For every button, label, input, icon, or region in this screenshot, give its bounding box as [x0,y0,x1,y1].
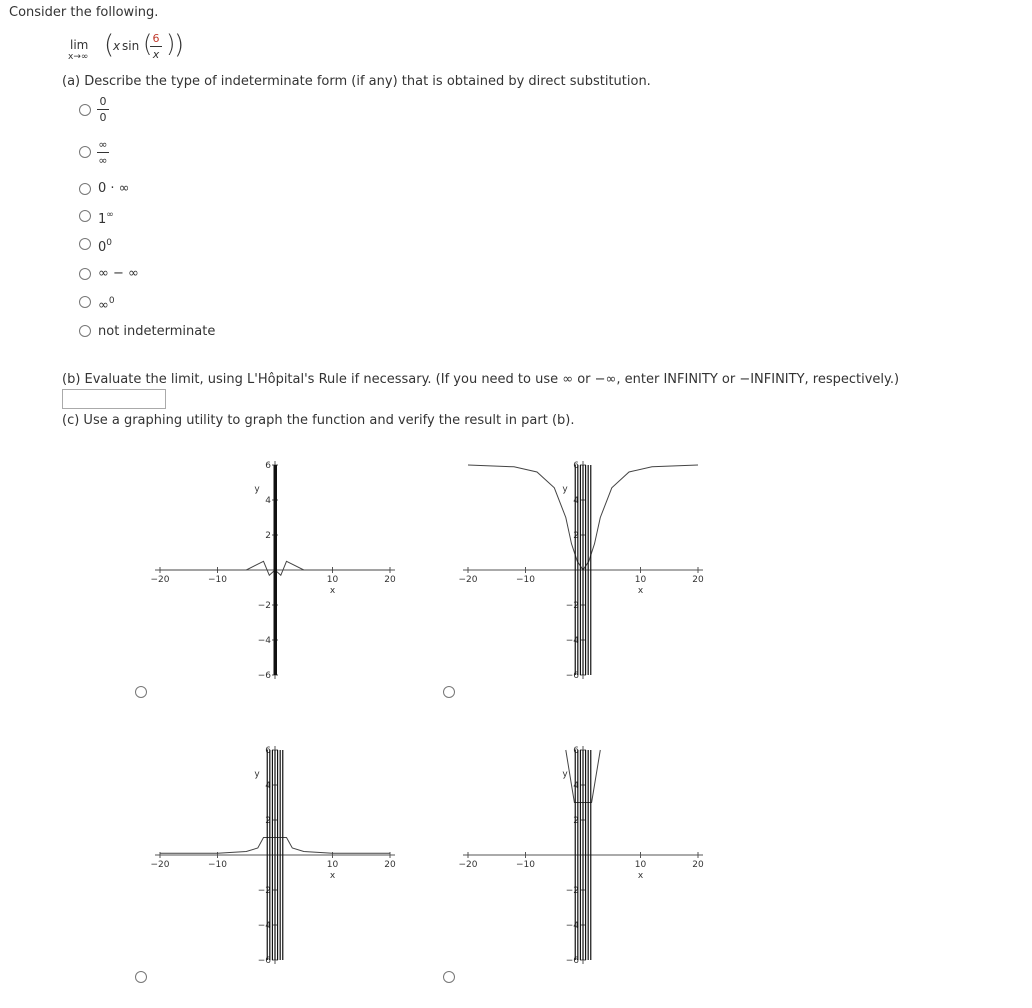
x-tick-label: 10 [634,860,647,870]
y-tick-label: −4 [565,636,579,646]
part-b-question: (b) Evaluate the limit, using L'Hôpital's Rule if necessary. (If you need to use ∞ or −∞, enter INFINITY or −INFINITY, respectively.) [62,372,900,387]
part-a-question: (a) Describe the type of indeterminate form (if any) that is obtained by direct substitution. [62,74,651,89]
y-tick-label: 6 [573,461,579,471]
inner-left-paren: ( [143,30,153,58]
x-tick-label: 10 [634,575,647,585]
y-tick-label: 4 [573,781,579,791]
graph-option-4 [448,740,718,970]
y-axis-label: y [254,769,260,780]
graph-radio-3[interactable] [135,971,147,983]
graph-radio-4[interactable] [443,971,455,983]
y-axis-label: y [562,484,568,495]
option-not-indeterminate[interactable] [79,325,91,337]
y-tick-label: 6 [265,746,271,756]
option-inf-pow-0[interactable] [79,296,91,308]
x-tick-label: −10 [208,860,227,870]
y-tick-label: 6 [573,746,579,756]
y-tick-label: 2 [573,531,579,541]
x-tick-label: −10 [516,860,535,870]
option-0-times-inf-label: 0 · ∞ [98,181,130,196]
x-tick-label: −20 [150,575,170,585]
y-tick-label: −4 [565,921,579,931]
graph-radio-1[interactable] [135,686,147,698]
x-tick-label: 10 [326,575,339,585]
y-tick-label: 4 [265,496,271,506]
x-tick-label: −20 [458,860,478,870]
exponent: 0 [106,238,113,248]
exponent: 0 [108,296,115,306]
x-axis-label: x [637,871,644,881]
option-0-over-0-label [97,96,109,123]
graph-radio-2[interactable] [443,686,455,698]
frac-den: 0 [99,111,107,124]
y-tick-label: −2 [257,886,271,896]
frac-num: 0 [99,95,107,108]
y-tick-label: 2 [265,816,271,826]
base: 1 [98,212,107,227]
option-0-pow-0-label [98,238,112,255]
y-tick-label: 4 [265,781,271,791]
fraction-denominator: x [152,48,160,61]
x-tick-label: 20 [384,575,396,585]
y-tick-label: 6 [265,461,271,471]
left-paren: ( [104,30,115,60]
option-inf-over-inf-label [97,139,109,166]
x-tick-label: 20 [384,860,396,870]
y-tick-label: −6 [565,671,579,681]
y-axis-label: y [254,484,260,495]
y-tick-label: 4 [573,496,579,506]
option-1-pow-inf-label [98,210,114,227]
y-tick-label: −6 [257,956,271,966]
y-tick-label: 2 [573,816,579,826]
y-tick-label: −2 [565,886,579,896]
y-tick-label: −2 [257,601,271,611]
option-inf-over-inf[interactable] [79,146,91,158]
y-tick-label: −4 [257,921,271,931]
graph-option-3 [140,740,410,970]
part-c-question: (c) Use a graphing utility to graph the function and verify the result in part (b). [62,413,575,428]
x-tick-label: −10 [208,575,227,585]
frac-den: ∞ [98,154,108,167]
y-tick-label: −4 [257,636,271,646]
intro-text: Consider the following. [9,5,159,20]
y-tick-label: −6 [257,671,271,681]
lim-subscript: x→∞ [68,52,89,62]
sin-label: sin [122,39,140,53]
x-tick-label: −10 [516,575,535,585]
frac-num: ∞ [98,138,108,151]
oscillation-band [274,465,278,675]
option-0-over-0[interactable] [79,104,91,116]
option-0-pow-0[interactable] [79,238,91,250]
option-1-pow-inf[interactable] [79,210,91,222]
lim-label: lim [70,38,89,52]
graph-option-2 [448,455,718,685]
right-paren: ) [174,30,185,60]
x-axis-label: x [329,586,336,596]
x-axis-label: x [637,586,644,596]
x-tick-label: −20 [150,860,170,870]
x-axis-label: x [329,871,336,881]
x-tick-label: 10 [326,860,339,870]
x-tick-label: 20 [692,860,704,870]
exponent: ∞ [106,210,114,220]
base: 0 [98,240,107,255]
option-inf-minus-inf-label: ∞ − ∞ [98,266,139,281]
base: ∞ [98,298,109,313]
x-tick-label: −20 [458,575,478,585]
y-tick-label: −2 [565,601,579,611]
option-inf-minus-inf[interactable] [79,268,91,280]
y-tick-label: −6 [565,956,579,966]
limit-answer-input[interactable] [62,389,166,409]
inner-right-paren: ) [166,30,176,58]
y-axis-label: y [562,769,568,780]
option-inf-pow-0-label [98,296,115,313]
graph-option-1 [140,455,410,685]
x-variable: x [113,39,121,53]
fraction-numerator: 6 [152,32,160,45]
limit-expression [66,30,196,64]
x-tick-label: 20 [692,575,704,585]
y-tick-label: 2 [265,531,271,541]
inner-fraction [150,33,162,60]
option-not-indeterminate-label: not indeterminate [98,324,216,339]
option-0-times-inf[interactable] [79,183,91,195]
